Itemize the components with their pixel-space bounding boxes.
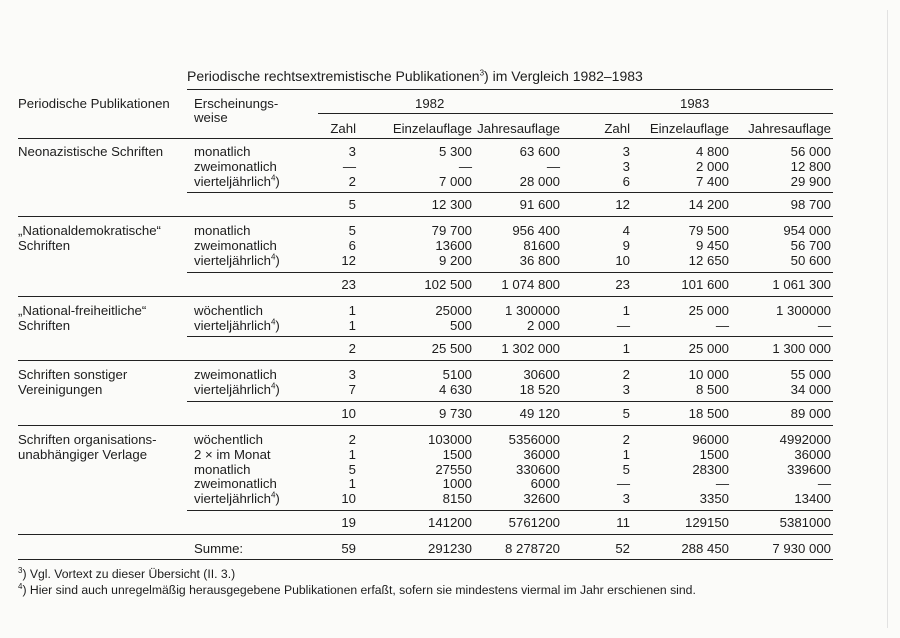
header-periodische-publikationen: Periodische Publikationen — [18, 96, 170, 111]
cell-j2: 36000 — [794, 446, 831, 462]
cell-e1: 4 630 — [438, 382, 472, 398]
cell-z1: 1 — [348, 317, 356, 333]
cell-j1: 36000 — [523, 446, 560, 462]
cell-e2: — — [715, 476, 729, 492]
cell-j1: 30600 — [523, 367, 560, 383]
cell-j2: 50 600 — [790, 253, 831, 268]
cell-z2: 6 — [622, 173, 630, 189]
cell-z1: 10 — [341, 491, 356, 507]
total-j1: 5761200 — [508, 515, 560, 530]
cell-j1: 18 520 — [519, 382, 560, 398]
cell-z2: 3 — [622, 382, 630, 398]
footnote-mark: 4 — [270, 173, 276, 183]
header-year-1982: 1982 — [415, 96, 445, 111]
cell-z1: 2 — [348, 173, 356, 189]
cell-z2: 2 — [622, 367, 630, 383]
cell-j2: — — [817, 317, 831, 333]
cell-j2: 1 300000 — [775, 302, 831, 318]
cell-z1: 5 — [348, 223, 356, 239]
cell-j1: 956 400 — [512, 223, 560, 239]
cell-e2: 3350 — [699, 491, 729, 507]
cell-z1: 6 — [348, 238, 356, 254]
cell-j1: 36 800 — [519, 253, 560, 268]
total-z1: 10 — [341, 406, 356, 421]
footnote-paren: ) — [275, 173, 280, 189]
cell-z1: 5 — [348, 461, 356, 477]
cell-e1: 5100 — [442, 367, 472, 383]
cell-e1: 79 700 — [431, 223, 472, 239]
header-bottom-rule — [18, 138, 833, 139]
total-j2: 1 300 000 — [772, 341, 831, 357]
summe-e1: 291230 — [427, 541, 472, 556]
cell-e2: 25 000 — [688, 302, 729, 318]
cell-e2: — — [715, 317, 729, 333]
cell-z1: 7 — [348, 382, 356, 398]
cell-j1: 6000 — [530, 476, 560, 492]
header-year-1983: 1983 — [680, 96, 710, 111]
cell-z2: 10 — [615, 253, 630, 268]
cell-j1: — — [546, 158, 560, 174]
cell-j1: 2 000 — [526, 317, 560, 333]
cell-j2: 12 800 — [790, 158, 831, 174]
total-z2: 1 — [622, 341, 630, 357]
cell-z1: 3 — [348, 144, 356, 159]
cell-e2: 1500 — [699, 446, 729, 462]
summe-e2: 288 450 — [681, 541, 729, 556]
total-e2: 14 200 — [688, 197, 729, 213]
group-name: „Nationaldemokratische“ — [18, 223, 161, 239]
group-bottom-rule — [18, 534, 833, 535]
group-bottom-rule — [18, 360, 833, 361]
cell-z2: 4 — [622, 223, 630, 239]
row-erscheinungsweise: vierteljährlich$^4$) — [194, 173, 280, 189]
cell-z2: — — [616, 476, 630, 492]
footnote-paren: ) — [275, 491, 280, 507]
cell-e1: 27550 — [435, 461, 472, 477]
page-edge — [887, 10, 888, 628]
cell-z1: 1 — [348, 446, 356, 462]
title-suffix: ) im Vergleich 1982–1983 — [484, 68, 643, 84]
total-e1: 12 300 — [431, 197, 472, 213]
cell-e2: 12 650 — [688, 253, 729, 268]
cell-e2: 9 450 — [695, 238, 729, 254]
row-erscheinungsweise: zweimonatlich — [194, 238, 277, 254]
total-j1: 1 302 000 — [501, 341, 560, 357]
cell-e1: 500 — [449, 317, 472, 333]
group-name: Schriften — [18, 317, 71, 333]
header-zahl-1982: Zahl — [330, 121, 356, 136]
total-z1: 5 — [348, 197, 356, 213]
subtotal-rule — [187, 336, 833, 337]
header-erscheinungsweise-2: weise — [194, 110, 228, 125]
header-jahresauflage-1983: Jahresauflage — [748, 121, 831, 136]
footnote-text: ) Hier sind auch unregelmäßig herausgegebene Publikationen erfaßt, sofern sie mindestens viermal im Jahr erschienen sind. — [22, 583, 696, 598]
group-bottom-rule — [18, 296, 833, 297]
total-z2: 5 — [622, 406, 630, 421]
row-erscheinungsweise: zweimonatlich — [194, 367, 277, 383]
row-erscheinungsweise: zweimonatlich — [194, 476, 277, 492]
footnote-paren: ) — [275, 253, 280, 268]
total-z1: 2 — [348, 341, 356, 357]
row-erscheinungsweise: monatlich — [194, 461, 251, 477]
header-einzelauflage-1982: Einzelauflage — [392, 121, 472, 136]
footnote-number: 3 — [18, 566, 23, 575]
total-z1: 23 — [341, 276, 356, 292]
cell-e2: 96000 — [692, 432, 729, 447]
group-bottom-rule — [18, 216, 833, 217]
cell-z2: 1 — [622, 302, 630, 318]
cell-z2: 2 — [622, 432, 630, 447]
group-name: Schriften sonstiger — [18, 367, 128, 383]
total-j2: 89 000 — [790, 406, 831, 421]
cell-z2: 3 — [622, 158, 630, 174]
cell-e2: 10 000 — [688, 367, 729, 383]
summe-z2: 52 — [615, 541, 630, 556]
cell-j2: 56 000 — [790, 144, 831, 159]
subtotal-rule — [187, 272, 833, 273]
cell-j2: 56 700 — [790, 238, 831, 254]
group-name: „National-freiheitliche“ — [18, 302, 147, 318]
total-e2: 101 600 — [681, 276, 729, 292]
subtotal-rule — [187, 401, 833, 402]
cell-z2: 9 — [622, 238, 630, 254]
cell-j2: 4992000 — [779, 432, 831, 447]
total-e1: 102 500 — [424, 276, 472, 292]
cell-e2: 7 400 — [695, 173, 729, 189]
row-erscheinungsweise: wöchentlich — [194, 432, 263, 447]
cell-z2: 3 — [622, 144, 630, 159]
group-bottom-rule — [18, 425, 833, 426]
cell-j1: 28 000 — [519, 173, 560, 189]
total-z2: 12 — [615, 197, 630, 213]
table-top-rule — [187, 89, 833, 90]
row-erscheinungsweise: vierteljährlich$^4$) — [194, 252, 280, 268]
total-z2: 11 — [616, 515, 630, 530]
header-einzelauflage-1983: Einzelauflage — [649, 121, 729, 136]
cell-j2: 29 900 — [790, 173, 831, 189]
footnote-paren: ) — [275, 317, 280, 333]
total-e1: 9 730 — [438, 406, 472, 421]
cell-e1: 1500 — [442, 446, 472, 462]
cell-e1: 8150 — [442, 491, 472, 507]
cell-e2: 2 000 — [695, 158, 729, 174]
total-j1: 49 120 — [519, 406, 560, 421]
cell-e1: 7 000 — [438, 173, 472, 189]
total-j1: 1 074 800 — [501, 276, 560, 292]
header-zahl-1983: Zahl — [604, 121, 630, 136]
footnote-mark: 4 — [270, 490, 276, 500]
group-name: Schriften — [18, 238, 71, 254]
total-j2: 98 700 — [790, 197, 831, 213]
footnote-mark: 4 — [270, 381, 276, 391]
cell-e1: 25000 — [435, 302, 472, 318]
table-bottom-rule — [18, 559, 833, 560]
total-z2: 23 — [615, 276, 630, 292]
cell-j1: 1 300000 — [504, 302, 560, 318]
row-erscheinungsweise: wöchentlich — [194, 302, 263, 318]
footnote-text: ) Vgl. Vortext zu dieser Übersicht (II. 3.) — [22, 567, 236, 582]
cell-j1: 330600 — [515, 461, 560, 477]
row-erscheinungsweise: monatlich — [194, 144, 251, 159]
summe-label: Summe: — [194, 541, 244, 556]
cell-z2: 3 — [622, 491, 630, 507]
row-erscheinungsweise: monatlich — [194, 223, 251, 239]
cell-z1: — — [342, 158, 356, 174]
cell-z1: 12 — [341, 253, 356, 268]
cell-e2: 4 800 — [695, 144, 729, 159]
total-j2: 5381000 — [779, 515, 831, 530]
cell-e2: 79 500 — [688, 223, 729, 239]
row-erscheinungsweise: vierteljährlich$^4$) — [194, 381, 280, 398]
footnote-number: 4 — [18, 582, 23, 591]
cell-j2: 954 000 — [783, 223, 831, 239]
cell-e2: 8 500 — [695, 382, 729, 398]
cell-e1: 9 200 — [438, 253, 472, 268]
cell-j2: 55 000 — [790, 367, 831, 383]
title-footnote-mark: 3 — [479, 68, 485, 78]
title-text: Periodische rechtsextremistische Publikationen — [187, 68, 480, 84]
footnote — [18, 566, 235, 581]
cell-e1: — — [458, 158, 472, 174]
row-erscheinungsweise: vierteljährlich$^4$) — [194, 490, 280, 507]
cell-j1: 32600 — [523, 491, 560, 507]
row-erscheinungsweise: vierteljährlich$^4$) — [194, 317, 280, 333]
cell-e1: 103000 — [427, 432, 472, 447]
cell-z1: 1 — [348, 476, 356, 492]
cell-j2: 13400 — [794, 491, 831, 507]
footnote — [18, 582, 696, 597]
subtotal-rule — [187, 510, 833, 511]
group-name: Vereinigungen — [18, 382, 103, 398]
cell-z2: 1 — [622, 446, 630, 462]
header-jahresauflage-1982: Jahresauflage — [477, 121, 560, 136]
total-e1: 141200 — [427, 515, 472, 530]
total-e2: 18 500 — [688, 406, 729, 421]
cell-j1: 63 600 — [519, 144, 560, 159]
cell-z2: 5 — [622, 461, 630, 477]
cell-e1: 13600 — [435, 238, 472, 254]
row-erscheinungsweise: zweimonatlich — [194, 158, 277, 174]
header-erscheinungsweise: Erscheinungs- — [194, 96, 279, 111]
cell-e1: 1000 — [442, 476, 472, 492]
total-j1: 91 600 — [519, 197, 560, 213]
group-name: unabhängiger Verlage — [18, 446, 148, 462]
cell-j2: 34 000 — [790, 382, 831, 398]
cell-j2: — — [817, 476, 831, 492]
total-e2: 25 000 — [688, 341, 729, 357]
cell-z2: — — [616, 317, 630, 333]
summe-j2: 7 930 000 — [772, 541, 831, 556]
total-e1: 25 500 — [431, 341, 472, 357]
total-z1: 19 — [341, 515, 356, 530]
page-title — [187, 68, 643, 84]
year-rule — [318, 113, 833, 114]
footnote-mark: 4 — [270, 317, 276, 327]
summe-j1: 8 278720 — [504, 541, 560, 556]
total-e2: 129150 — [684, 515, 729, 530]
subtotal-rule — [187, 192, 833, 193]
cell-j1: 81600 — [523, 238, 560, 254]
cell-z1: 3 — [348, 367, 356, 383]
cell-z1: 2 — [348, 432, 356, 447]
cell-j1: 5356000 — [508, 432, 560, 447]
cell-j2: 339600 — [786, 461, 831, 477]
row-erscheinungsweise: 2 × im Monat — [194, 446, 271, 462]
group-name: Neonazistische Schriften — [18, 144, 164, 159]
total-j2: 1 061 300 — [772, 276, 831, 292]
cell-e1: 5 300 — [438, 144, 472, 159]
group-name: Schriften organisations- — [18, 432, 157, 447]
cell-e2: 28300 — [692, 461, 729, 477]
footnote-mark: 4 — [270, 252, 276, 262]
summe-z1: 59 — [341, 541, 356, 556]
footnote-paren: ) — [275, 382, 280, 398]
cell-z1: 1 — [348, 302, 356, 318]
